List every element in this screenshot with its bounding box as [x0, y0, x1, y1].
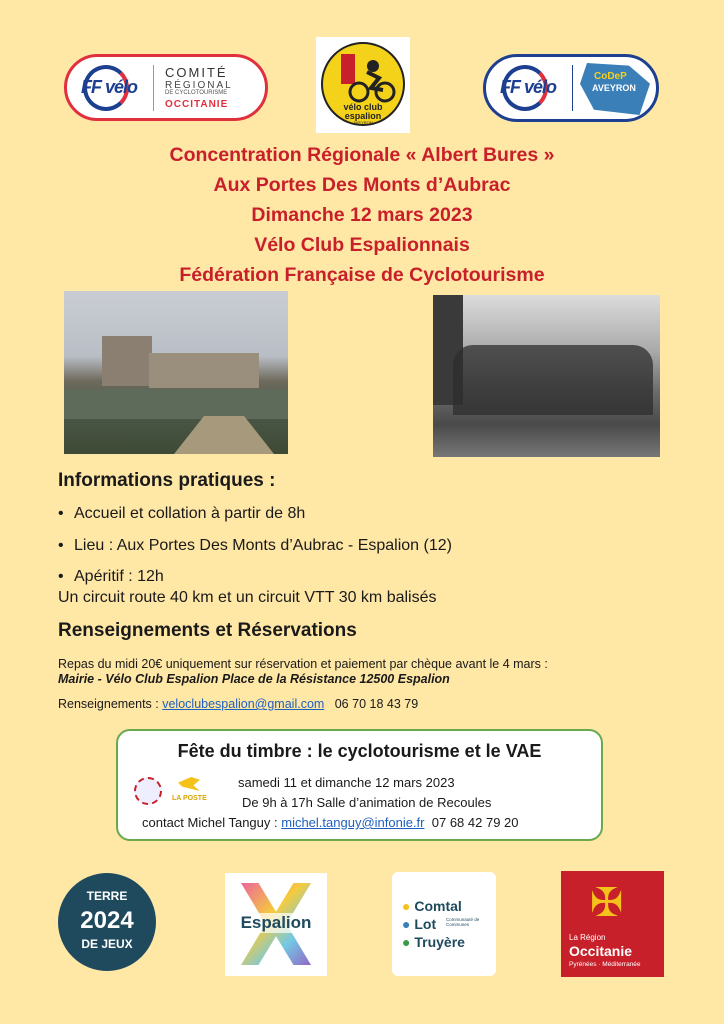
logo-divider-2 [572, 65, 573, 111]
communaute-text: Communauté de Communes [446, 917, 480, 927]
info-bullet-1-text: Accueil et collation à partir de 8h [74, 505, 306, 522]
circuits-text: Un circuit route 40 km et un circuit VTT 30 km balisés [58, 589, 437, 606]
comtal-row [402, 898, 462, 914]
truyere-row [402, 934, 465, 950]
codep-text-line1: CoDeP [594, 71, 627, 82]
bullet-icon: • [58, 568, 64, 585]
espalion-logo [225, 873, 327, 976]
codep-text-line2: AVEYRON [592, 83, 636, 93]
espalion-text: Espalion [225, 913, 327, 933]
michel-email-link[interactable]: michel.tanguy@infonie.fr [281, 815, 425, 830]
espalion-castle-photo [64, 291, 288, 454]
title-line-1: Concentration Régionale « Albert Bures » [169, 144, 555, 166]
reservations-heading: Renseignements et Réservations [58, 620, 357, 641]
yellow-dot-icon: ● [402, 898, 411, 914]
bullet-icon: • [58, 505, 64, 522]
terre-de-jeux-logo [58, 873, 156, 971]
codep-aveyron-logo [483, 54, 659, 122]
region-line3: Pyrénées · Méditerranée [569, 961, 641, 968]
club-logo-circle [321, 42, 405, 126]
stamp-festival-dates: samedi 11 et dimanche 12 mars 2023 [238, 775, 455, 790]
club-email-link[interactable]: veloclubespalion@gmail.com [162, 697, 325, 711]
region-line1: La Région [569, 933, 606, 942]
info-bullet-2-text: Lieu : Aux Portes Des Monts d’Aubrac - Espalion (12) [74, 537, 452, 554]
title-line-3: Dimanche 12 mars 2023 [251, 204, 473, 226]
comite-text-line3: DE CYCLOTOURISME [165, 90, 228, 96]
terre-line1: TERRE [86, 889, 128, 903]
castle-shape [102, 336, 152, 386]
title-line-5: Fédération Française de Cyclotourisme [179, 264, 545, 286]
info-bullet-1 [58, 505, 305, 523]
ff-velo-brand: FF vélo [81, 77, 138, 97]
club-name-line3: AVEYRON [353, 120, 373, 125]
club-phone: 06 70 18 43 79 [334, 697, 419, 711]
truyere-text: Truyère [414, 934, 465, 950]
terre-line3: DE JEUX [81, 937, 133, 951]
lot-text: Lot [414, 916, 437, 932]
title-line-2: Aux Portes Des Monts d’Aubrac [213, 174, 511, 196]
stamp-festival-box [116, 729, 603, 841]
michel-phone: 07 68 42 79 20 [431, 815, 519, 830]
marianne-stamp-icon [134, 777, 162, 805]
info-heading: Informations pratiques : [58, 470, 276, 491]
comite-text-line4: OCCITANIE [165, 99, 229, 110]
green-dot-icon: ● [402, 934, 411, 950]
club-name-line2: espalion [344, 111, 382, 121]
comite-text-line1: COMITÉ [165, 65, 228, 80]
vintage-cyclists-photo [433, 295, 660, 457]
info-bullet-2 [58, 537, 452, 555]
info-bullet-3-text: Apéritif : 12h [74, 568, 164, 585]
comite-regional-logo [64, 54, 268, 121]
occitan-cross-icon: ✠ [590, 881, 624, 925]
region-occitanie-logo [561, 871, 664, 977]
address-text: Mairie - Vélo Club Espalion Place de la Résistance 12500 Espalion [58, 672, 450, 686]
stamp-festival-hours: De 9h à 17h Salle d’animation de Recoules [242, 795, 492, 810]
velo-club-espalion-logo [316, 37, 410, 133]
stamp-contact-line [142, 815, 519, 830]
houses-shape [149, 353, 259, 388]
comite-text-line2: RÉGIONAL [165, 80, 233, 91]
laposte-bird-icon [178, 777, 200, 791]
logo-divider [153, 65, 154, 111]
lot-row [402, 916, 436, 932]
terre-line2: 2024 [80, 907, 134, 934]
blue-dot-icon: ● [402, 916, 411, 932]
bullet-icon: • [58, 537, 64, 554]
info-bullet-3 [58, 568, 164, 586]
region-line2: Occitanie [569, 943, 633, 959]
stamp-contact-label: contact Michel Tanguy : [142, 815, 282, 830]
event-title [0, 140, 724, 290]
comtal-lot-truyere-logo [392, 872, 496, 976]
crowd-shape [453, 345, 653, 415]
ff-velo-brand-2: FF vélo [500, 77, 557, 97]
meal-text: Repas du midi 20€ uniquement sur réservation et paiement par chèque avant le 4 mars : [58, 657, 548, 671]
river-shape [64, 389, 288, 419]
comtal-text: Comtal [414, 898, 462, 914]
club-name-line1: vélo club [343, 102, 383, 112]
path-shape [174, 416, 274, 454]
contact-label: Renseignements : [58, 697, 163, 711]
laposte-label: LA POSTE [172, 795, 207, 802]
stamp-festival-title: Fête du timbre : le cyclotourisme et le VAE [177, 741, 542, 761]
title-line-4: Vélo Club Espalionnais [254, 234, 470, 256]
contact-line [58, 697, 418, 711]
